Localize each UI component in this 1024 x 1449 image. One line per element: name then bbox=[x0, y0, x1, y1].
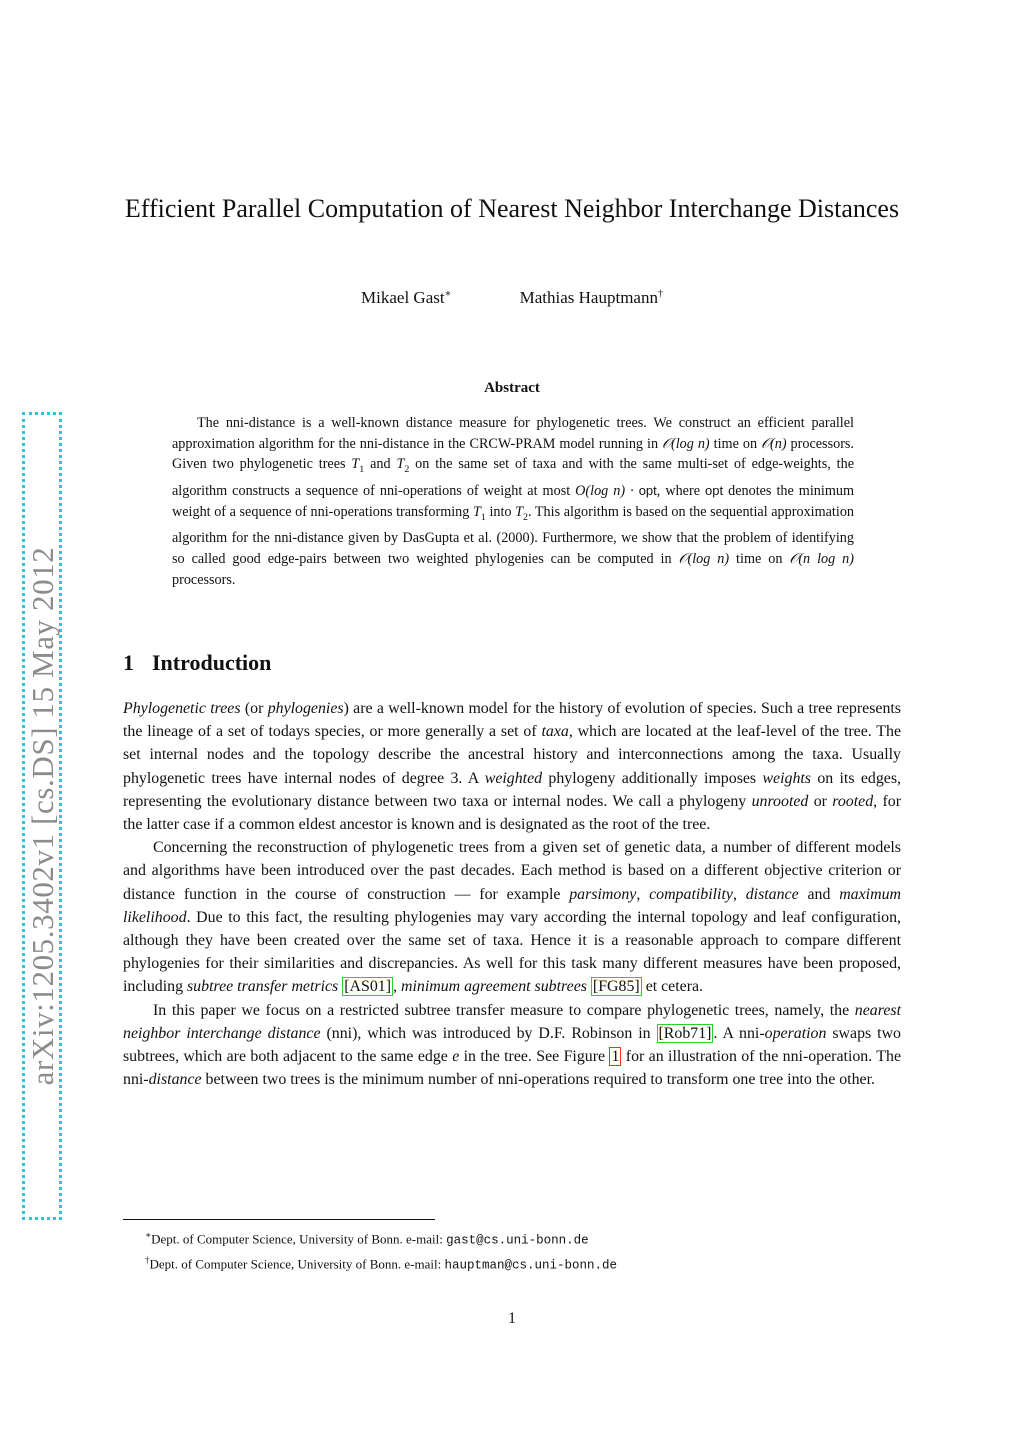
figure-reference-link[interactable]: 1 bbox=[611, 1048, 620, 1066]
paragraph: Phylogenetic trees (or phylogenies) are a well-known model for the history of evolution of species. Such a tree represents the lineage of a set of todays species, or more generally a set of taxa, which are located at the leaf-level of the tree. The set internal nodes and the topology describe the ancestral history and interconnections among the taxa. Usually phylogenetic trees have internal nodes of degree 3. A weighted phylogeny additionally imposes weights on its edges, representing the evolutionary distance between two taxa or internal nodes. We call a phylogeny unrooted or rooted, for the latter case if a common eldest ancestor is known and is designated as the root of the tree. bbox=[123, 700, 902, 834]
abstract-text: The nni-distance is a well-known distance measure for phylogenetic trees. We construct an efficient parallel approximation algorithm for the nni-distance in the CRCW-PRAM model running in 𝒪(log n) time on 𝒪(n) processors. Given two phylogenetic trees $T_1$ and $T_2$ on the same set of taxa and with the same multi-set of edge-weights, the algorithm constructs a sequence of nni-operations of weight at most O(log n) · opt, where opt denotes the minimum weight of a sequence of nni-operations transforming $T_1$ into $T_2$. This algorithm is based on the sequential approximation algorithm for the nni-distance given by DasGupta et al. (2000). Furthermore, we show that the problem of identifying so called good edge-pairs between two weighted phylogenies can be computed in 𝒪(log n) time on 𝒪(n log n) processors. bbox=[172, 415, 855, 588]
footnote-divider bbox=[123, 1219, 435, 1220]
paragraph: In this paper we focus on a restricted subtree transfer measure to compare phylogenetic trees, namely, the nearest neighbor interchange distance (nni), which was introduced by D.F. Robinson in [Rob71] . A nni-operation swaps two subtrees, which are both adjacent to the same edge e in the tree. See Figure 1 for an illustration of the nni-operation. The nni-distance between two trees is the minimum number of nni-operations required to transform one tree into the other. bbox=[123, 1001, 902, 1089]
footnotes bbox=[145, 1225, 617, 1276]
paper-title: Efficient Parallel Computation of Nearest Neighbor Interchange Distances bbox=[124, 194, 900, 223]
section-title: Introduction bbox=[152, 650, 272, 675]
author-name: Mikael Gast bbox=[361, 288, 445, 307]
email-link[interactable]: hauptman@cs.uni-bonn.de bbox=[444, 1258, 617, 1273]
section-number: 1 bbox=[123, 650, 134, 675]
author-name: Mathias Hauptmann bbox=[519, 288, 658, 307]
page-number: 1 bbox=[508, 1310, 516, 1327]
author-footnote-mark[interactable]: † bbox=[657, 288, 663, 300]
footnote: †Dept. of Computer Science, University of Bonn. e-mail: hauptman@cs.uni-bonn.de bbox=[145, 1255, 617, 1273]
author-footnote-mark[interactable]: ∗ bbox=[444, 288, 452, 300]
author-list bbox=[110, 288, 914, 308]
author bbox=[361, 288, 451, 307]
citation-link[interactable]: [Rob71] bbox=[658, 1024, 712, 1042]
section-heading bbox=[123, 650, 271, 676]
body-text bbox=[123, 697, 901, 1091]
abstract-heading: Abstract bbox=[484, 380, 540, 396]
citation-link[interactable]: [AS01] bbox=[344, 978, 392, 996]
citation-link[interactable]: [FG85] bbox=[592, 978, 640, 996]
paragraph: Concerning the reconstruction of phylogenetic trees from a given set of genetic data, a number of different models and algorithms have been introduced over the past decades. Each method is based on a different objective criterion or distance function in the course of construction — for example parsimony, compatibility, distance and maximum likelihood. Due to this fact, the resulting phylogenies may vary according the internal topology and leaf configuration, although they have been created over the same set of taxa. Hence it is a reasonable approach to compare different phylogenies for their similarities and discrepancies. As well for this task many different measures have been proposed, including subtree transfer metrics [AS01] , minimum agreement subtrees [FG85] et cetera. bbox=[123, 839, 901, 996]
arxiv-identifier[interactable]: arXiv:1205.3402v1 [cs.DS] 15 May 2012 bbox=[25, 546, 60, 1086]
footnote: ∗Dept. of Computer Science, University of Bonn. e-mail: gast@cs.uni-bonn.de bbox=[145, 1230, 589, 1248]
email-link[interactable]: gast@cs.uni-bonn.de bbox=[446, 1233, 589, 1248]
author bbox=[520, 288, 663, 307]
